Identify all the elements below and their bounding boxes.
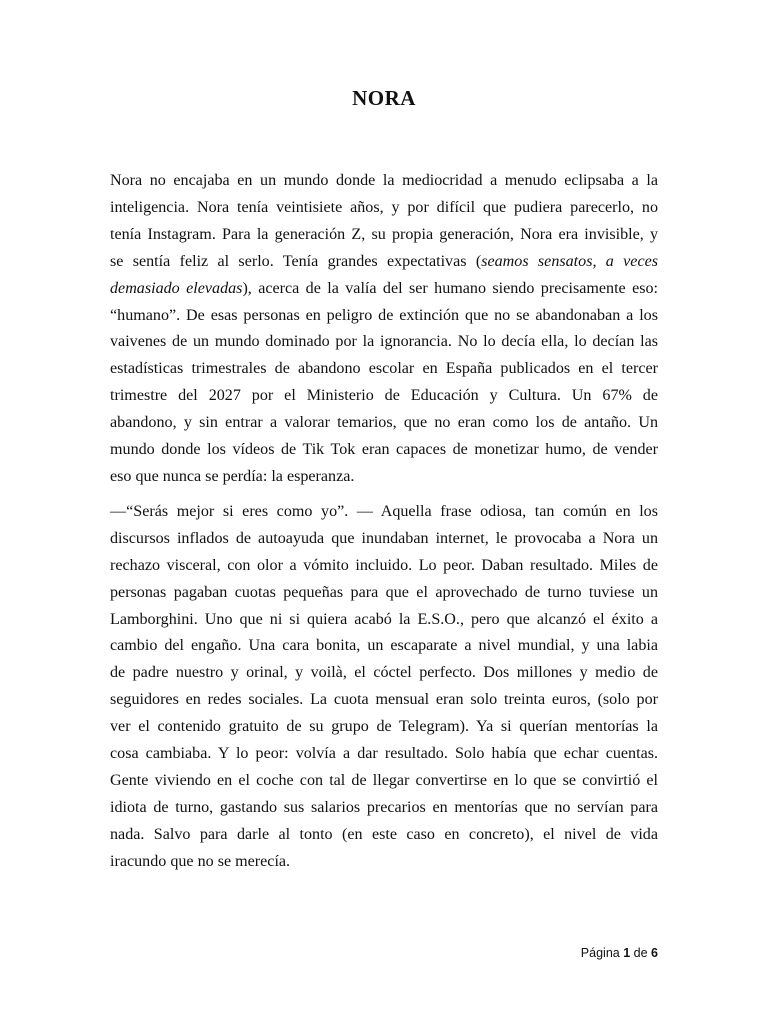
text-line (110, 464, 658, 491)
text-line (110, 303, 658, 330)
text-line (110, 741, 658, 768)
text-segment: discursos inflados de autoayuda que inundaban internet, le provocaba a Nora un (110, 529, 658, 547)
text-line (110, 499, 658, 526)
text-segment: se sentía feliz al serlo. Tenía grandes expectativas ( (110, 252, 482, 270)
text-line (110, 526, 658, 553)
text-segment: de padre nuestro y orinal, y voilà, el cóctel perfecto. Dos millones y medio de (110, 664, 658, 682)
text-segment: tenía Instagram. Para la generación Z, su propia generación, Nora era invisible, y (110, 225, 658, 243)
text-segment: cambio del engaño. Una cara bonita, un escaparate a nivel mundial, y una labia (110, 637, 658, 655)
text-segment: “humano”. De esas personas en peligro de extinción que no se abandonaban a los (110, 306, 658, 324)
page-number (581, 946, 658, 960)
text-segment: trimestre del 2027 por el Ministerio de Educación y Cultura. Un 67% de (110, 387, 658, 405)
of-word: de (633, 946, 648, 960)
paragraph (110, 168, 658, 491)
text-segment: vaivenes de un mundo dominado por la ignorancia. No lo decía ella, lo decían las (110, 333, 658, 351)
text-segment: seguidores en redes sociales. La cuota mensual eran solo treinta euros, (solo por (110, 691, 658, 709)
text-segment: Gente viviendo en el coche con tal de llegar convertirse en lo que se convirtió el (110, 771, 658, 789)
current-page-number: 1 (623, 946, 631, 960)
text-line (110, 383, 658, 410)
text-line (110, 249, 658, 276)
text-segment: estadísticas trimestrales de abandono escolar en España publicados en el tercer (110, 360, 658, 378)
text-line (110, 849, 658, 876)
text-line (110, 553, 658, 580)
text-segment: ver el contenido gratuito de su grupo de Telegram). Ya si querían mentorías la (110, 718, 658, 736)
text-segment: nada. Salvo para darle al tonto (en este caso en concreto), el nivel de vida (110, 825, 658, 843)
text-line (110, 195, 658, 222)
text-segment: eso que nunca se perdía: la esperanza. (110, 467, 355, 485)
text-line (110, 795, 658, 822)
document-body (110, 168, 658, 876)
text-segment: abandono, y sin entrar a valorar temarios, que no eran como los de antaño. Un (110, 414, 658, 432)
document-title: NORA (352, 86, 416, 110)
text-line (110, 356, 658, 383)
text-segment: ), acerca de la valía del ser humano siendo precisamente eso: (242, 279, 659, 297)
text-line (110, 607, 658, 634)
text-segment: rechazo visceral, con olor a vómito incluido. Lo peor. Daban resultado. Miles de (110, 556, 658, 574)
text-segment: inteligencia. Nora tenía veintisiete años, y por difícil que pudiera parecerlo, no (110, 198, 658, 216)
text-segment: Lamborghini. Uno que ni si quiera acabó la E.S.O., pero que alcanzó el éxito a (110, 610, 658, 628)
text-line (110, 768, 658, 795)
text-line (110, 714, 658, 741)
text-line (110, 276, 658, 303)
text-segment: cosa cambiaba. Y lo peor: volvía a dar resultado. Solo había que echar cuentas. (110, 745, 658, 763)
text-segment: mundo donde los vídeos de Tik Tok eran capaces de monetizar humo, de vender (110, 441, 658, 459)
text-line (110, 222, 658, 249)
text-segment: idiota de turno, gastando sus salarios precarios en mentorías que no servían para (110, 798, 658, 816)
text-segment: personas pagaban cuotas pequeñas para que el aprovechado de turno tuviese un (110, 583, 658, 601)
text-line (110, 168, 658, 195)
text-line (110, 822, 658, 849)
page-word: Página (580, 946, 620, 960)
italic-text: demasiado elevadas (110, 279, 243, 297)
text-line (110, 687, 658, 714)
text-segment: —“Serás mejor si eres como yo”. — Aquella frase odiosa, tan común en los (110, 502, 658, 520)
text-line (110, 580, 658, 607)
italic-text: seamos sensatos, a veces (481, 252, 659, 270)
text-line (110, 633, 658, 660)
text-segment: Nora no encajaba en un mundo donde la mediocridad a menudo eclipsaba a la (110, 172, 658, 189)
text-line (110, 437, 658, 464)
paragraph (110, 499, 658, 876)
text-line (110, 660, 658, 687)
total-pages-number: 6 (651, 946, 658, 960)
text-segment: iracundo que no se merecía. (110, 852, 291, 870)
text-line (110, 329, 658, 356)
text-line (110, 410, 658, 437)
